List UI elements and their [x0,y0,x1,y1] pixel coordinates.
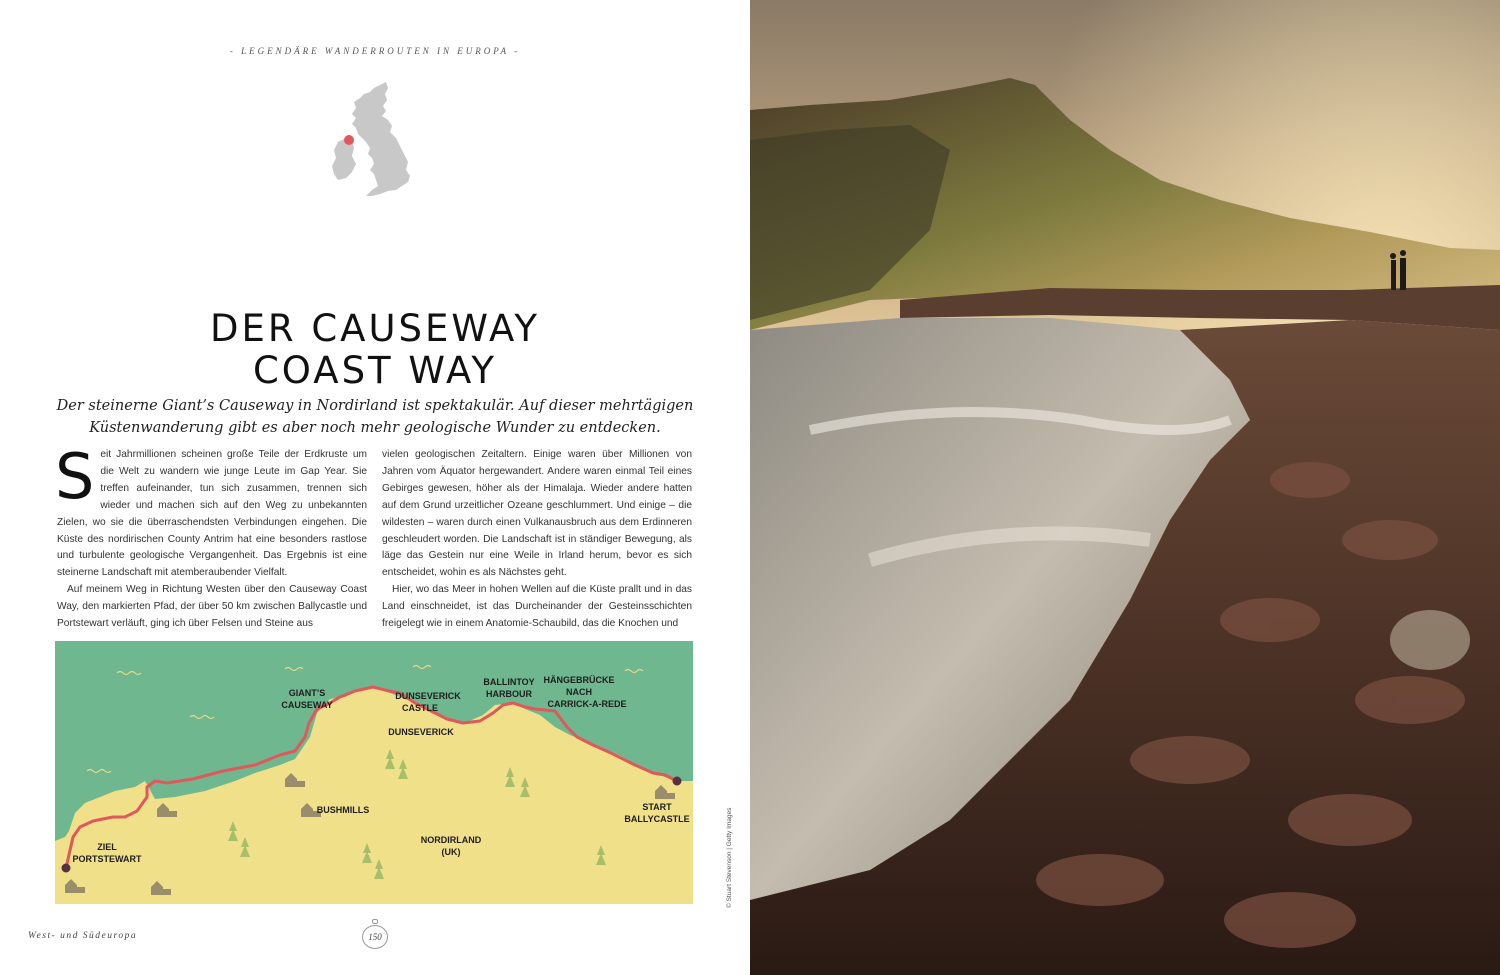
body-paragraph: eit Jahrmillionen scheinen große Teile der Erdkruste um die Welt zu wandern wie junge Leute im Gap Year. Sie treffen aufeinander, tun sich zusammen, trennen sich wieder und machen sich auf den Weg zu unbekannten Zielen, wo sie die überraschendsten Verbindungen eingehen. Die Küste des nordirischen County Antrim hat eine besonders rastlose und turbulente geologische Vergangenheit. Das Ergebnis ist eine steinerne Landschaft mit atemberaubender Vielfalt. [57,449,367,579]
label-giants-causeway-2: CAUSEWAY [281,700,333,710]
page-number: 150 [362,925,388,949]
article-title [0,308,750,392]
label-nordirland-1: NORDIRLAND [420,835,482,845]
label-dunseverick: DUNSEVERICK [388,727,454,737]
ireland-shape [332,138,356,180]
photo-credit [726,807,738,912]
right-page [750,0,1500,975]
drop-cap: S [55,440,95,513]
label-dunseverick-castle-1: DUNSEVERICK [395,691,461,701]
tidal-pool [1390,610,1470,670]
label-bridge-3: CARRICK-A-REDE [547,699,627,709]
label-bridge-2: NACH [566,687,592,697]
body-paragraph: Auf meinem Weg in Richtung Westen über den Causeway Coast Way, den markierten Pfad, der über 50 km zwischen Ballycastle und Portstewart verläuft, ging ich über Felsen und Steine aus [57,584,367,630]
label-ballintoy-2: HARBOUR [486,689,532,699]
label-bridge-1: HÄNGEBRÜCKE [543,675,615,685]
photo-credit-text: © Stuart Stevenson | Getty Images [726,807,733,908]
label-start-1: START [642,802,672,812]
label-ziel-1: ZIEL [97,842,117,852]
lede [40,395,710,439]
label-ballintoy-1: BALLINTOY [483,677,535,687]
title-line-2: COAST WAY [252,349,498,392]
start-marker-icon [673,777,682,786]
lede-line-1: Der steinerne Giant’s Causeway in Nordirland ist spektakulär. Auf dieser mehrtägigen [56,398,694,414]
location-marker-icon [344,135,354,145]
title-line-1: DER CAUSEWAY [209,307,541,350]
body-paragraph: vielen geologischen Zeitaltern. Einige waren über Millionen von Jahren vom Äquator hergewandert. Andere waren einmal Teil eines Gebirges gewesen, höher als der Himalaja. Wieder andere hatten auf dem Grund urzeitlicher Ozeane geschlummert. Und einige – die wildesten – waren durch einen Vulkanausbruch aus dem Erdinneren geschleudert worden. Die Landschaft ist in ständiger Bewegung, als läge das Gestein nur eine Weile in Irland herum, bevor es sich entscheidet, wohin es als Nächstes geht. [382,449,692,579]
label-dunseverick-castle-2: CASTLE [402,703,438,713]
great-britain-shape [352,82,410,196]
label-ziel-2: PORTSTEWART [72,854,142,864]
uk-locator-map [330,78,420,213]
running-head: - LEGENDÄRE WANDERROUTEN IN EUROPA - [229,46,521,56]
label-start-2: BALLYCASTLE [624,814,690,824]
route-map [55,641,693,904]
ziel-marker-icon [62,864,71,873]
body-paragraph: Hier, wo das Meer in hohen Wellen auf die Küste prallt und in das Land einschneidet, ist das Durcheinander der Gesteinsschichten freigelegt wie in einem Anatomie-Schaubild, das die Knochen und [382,584,692,630]
body-column-2 [382,447,692,633]
label-nordirland-2: (UK) [441,847,461,857]
stopwatch-icon [372,919,378,924]
lede-line-2: Küstenwanderung gibt es aber noch mehr geologische Wunder zu entdecken. [89,420,661,436]
footer-section-name: West- und Südeuropa [28,931,138,941]
label-giants-causeway-1: GIANT’S [288,688,326,698]
giants-causeway-photo [750,0,1500,975]
body-column-1 [55,440,367,633]
label-bushmills: BUSHMILLS [316,805,370,815]
